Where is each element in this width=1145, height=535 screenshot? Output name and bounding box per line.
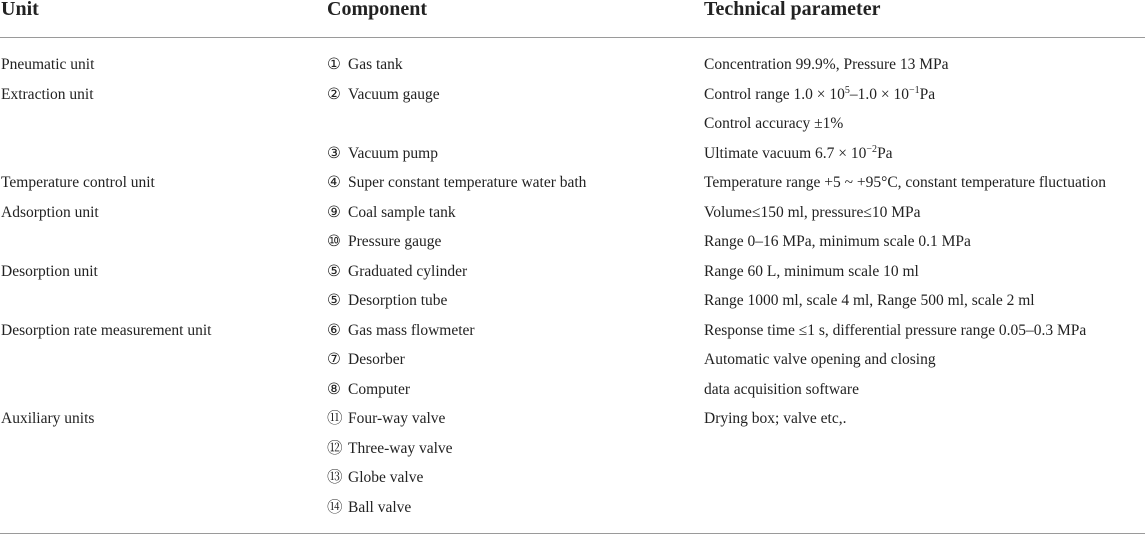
component-name: Pressure gauge — [348, 233, 442, 250]
component-cell — [327, 286, 447, 316]
component-cell — [327, 227, 441, 257]
component-name: Three-way valve — [348, 439, 453, 457]
table-header — [0, 0, 1145, 24]
table-row — [0, 168, 1145, 198]
unit-cell: Auxiliary units — [1, 410, 95, 427]
table-row — [0, 50, 1145, 80]
component-name: Globe valve — [348, 469, 424, 486]
parameter-cell: Drying box; valve etc,. — [704, 410, 847, 427]
component-cell — [327, 139, 438, 169]
parameter-cell — [704, 139, 893, 169]
component-number: ④ — [327, 174, 341, 191]
table-row — [0, 139, 1145, 169]
control-range-exponent-2: −1 — [909, 84, 920, 96]
component-cell — [327, 345, 405, 375]
component-name: Desorber — [348, 351, 405, 368]
table-row — [0, 316, 1145, 346]
parameter-cell: Control accuracy ±1% — [704, 115, 844, 132]
component-cell — [327, 109, 348, 139]
component-number: ⑥ — [327, 321, 341, 339]
component-number: ⑪ — [327, 410, 343, 427]
component-number: ⑤ — [327, 292, 341, 309]
table-row — [0, 434, 1145, 464]
component-number: ⑫ — [327, 439, 343, 457]
component-name: Vacuum pump — [348, 144, 438, 162]
component-name: Desorption tube — [348, 292, 448, 309]
component-cell — [327, 257, 467, 287]
unit-cell: Pneumatic unit — [1, 56, 95, 73]
control-range-unit: Pa — [919, 85, 936, 103]
component-name: Four-way valve — [348, 410, 446, 427]
component-cell — [327, 168, 586, 198]
header-unit: Unit — [1, 0, 39, 20]
component-cell — [327, 493, 411, 523]
component-cell — [327, 404, 445, 434]
table-row — [0, 286, 1145, 316]
component-name: Gas tank — [348, 56, 403, 73]
control-range-prefix: Control range 1.0 × 10 — [704, 85, 845, 103]
table-row — [0, 198, 1145, 228]
parameter-cell: Concentration 99.9%, Pressure 13 MPa — [704, 56, 949, 73]
parameter-cell: Volume≤150 ml, pressure≤10 MPa — [704, 203, 921, 221]
ultimate-vacuum-unit: Pa — [877, 144, 893, 162]
component-number: ⑦ — [327, 351, 341, 368]
component-cell — [327, 463, 423, 493]
table-row — [0, 257, 1145, 287]
component-cell — [327, 50, 403, 80]
table-row — [0, 404, 1145, 434]
control-range-exponent-1: 5 — [844, 84, 850, 96]
component-name: Coal sample tank — [348, 203, 456, 221]
parameter-cell: Temperature range +5 ~ +95°C, constant temperature fluctuation — [704, 174, 1106, 191]
component-name: Ball valve — [348, 498, 412, 516]
header-rule — [0, 37, 1145, 38]
component-cell — [327, 316, 475, 346]
table-row — [0, 463, 1145, 493]
table-row — [0, 109, 1145, 139]
parameter-cell: Response time ≤1 s, differential pressure range 0.05–0.3 MPa — [704, 321, 1087, 339]
unit-cell: Temperature control unit — [1, 174, 155, 191]
component-number: ⑨ — [327, 203, 341, 221]
component-name: Super constant temperature water bath — [348, 174, 587, 191]
component-number: ⑩ — [327, 233, 341, 250]
component-name: Computer — [348, 380, 410, 398]
parameter-cell: Automatic valve opening and closing — [704, 351, 936, 368]
table-row — [0, 375, 1145, 405]
component-cell — [327, 375, 410, 405]
parameter-cell: Range 0–16 MPa, minimum scale 0.1 MPa — [704, 233, 971, 250]
component-number: ⑭ — [327, 498, 343, 516]
component-number: ③ — [327, 144, 341, 162]
ultimate-vacuum-exponent: −2 — [866, 143, 878, 155]
component-name: Gas mass flowmeter — [348, 321, 475, 339]
ultimate-vacuum-prefix: Ultimate vacuum 6.7 × 10 — [704, 144, 867, 162]
component-name: Graduated cylinder — [348, 262, 468, 280]
component-number: ⑬ — [327, 469, 343, 486]
component-cell — [327, 198, 456, 228]
parameter-cell — [704, 80, 935, 110]
unit-cell: Desorption unit — [1, 262, 98, 280]
table-row — [0, 493, 1145, 523]
component-cell — [327, 80, 440, 110]
component-number: ⑧ — [327, 380, 341, 398]
table-row — [0, 227, 1145, 257]
header-technical-parameter: Technical parameter — [704, 0, 881, 20]
unit-cell: Extraction unit — [1, 85, 94, 103]
unit-cell: Adsorption unit — [1, 203, 99, 221]
parameter-cell: Range 1000 ml, scale 4 ml, Range 500 ml, scale 2 ml — [704, 292, 1035, 309]
table-row — [0, 80, 1145, 110]
component-name: Vacuum gauge — [348, 85, 440, 103]
table-row — [0, 345, 1145, 375]
control-range-mid: –1.0 × 10 — [849, 85, 910, 103]
unit-cell: Desorption rate measurement unit — [1, 321, 212, 339]
component-number: ① — [327, 56, 341, 73]
header-component: Component — [327, 0, 428, 20]
bottom-rule — [0, 533, 1145, 534]
component-number: ⑤ — [327, 262, 341, 280]
parameter-cell: Range 60 L, minimum scale 10 ml — [704, 262, 919, 280]
component-number: ② — [327, 85, 341, 103]
component-cell — [327, 434, 453, 464]
parameter-cell: data acquisition software — [704, 380, 859, 398]
